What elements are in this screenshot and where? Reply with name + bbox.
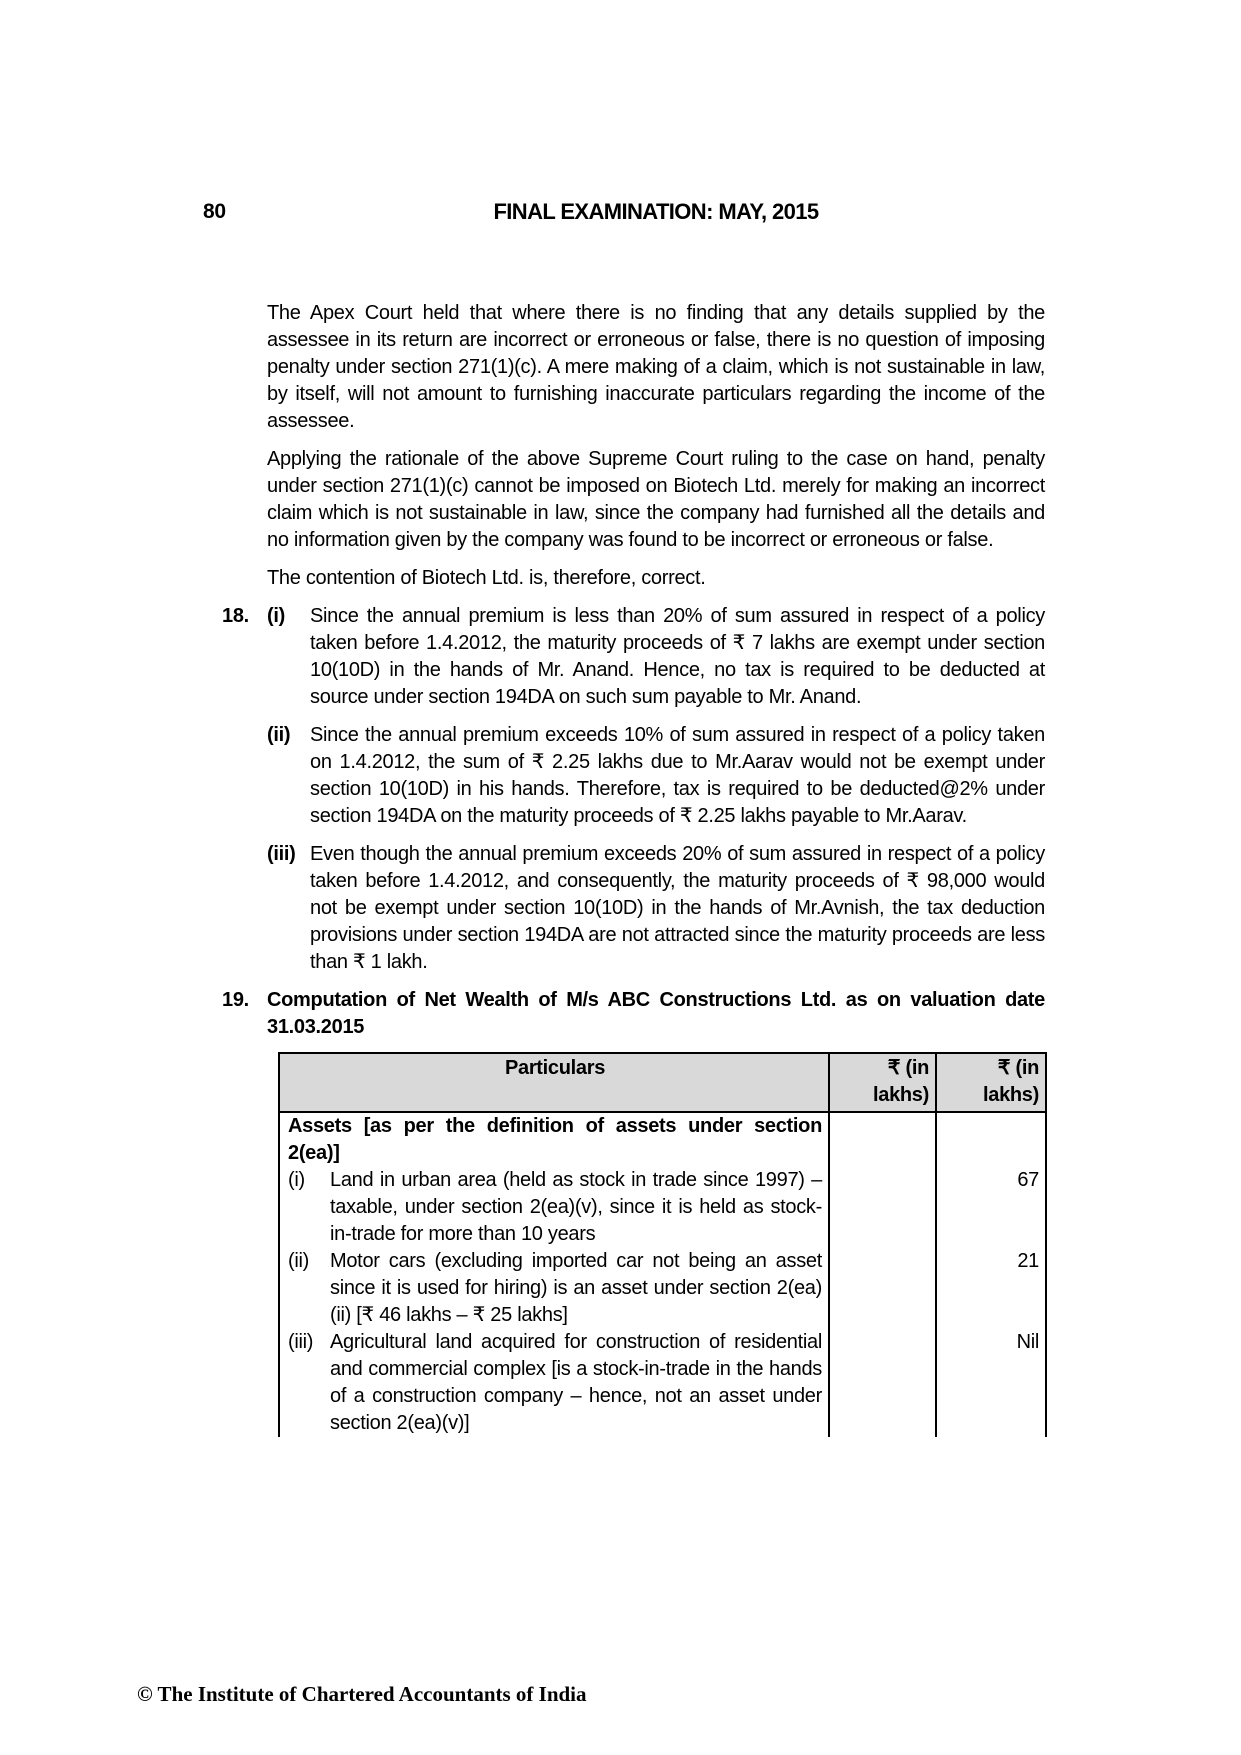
table-row-asset-i bbox=[279, 1167, 1046, 1248]
item-19-heading: Computation of Net Wealth of M/s ABC Constructions Ltd. as on valuation date 31.03.2015 bbox=[267, 989, 1045, 1038]
net-wealth-table bbox=[278, 1052, 1047, 1437]
asset-iii-label: (iii) bbox=[288, 1331, 314, 1353]
subitem-18-i-text: Since the annual premium is less than 20% of sum assured in respect of a policy taken before 1.4.2012, the maturity proceeds of ₹ 7 lakhs are exempt under section 10(10D) in the hands of Mr. Anand. Hence, no tax is required to be deducted at source under section 194DA on such sum payable to Mr. Anand. bbox=[310, 605, 1045, 708]
asset-i-amount-2: 67 bbox=[936, 1167, 1046, 1248]
subitem-18-iii bbox=[267, 841, 1045, 976]
table-row-assets-heading bbox=[279, 1112, 1046, 1167]
asset-iii-text: Agricultural land acquired for construction of residential and commercial complex [is a stock-in-trade in the hands of a construction company – hence, not an asset under section 2(ea)(v)] bbox=[330, 1331, 822, 1434]
assets-heading-amount-1 bbox=[829, 1112, 936, 1167]
asset-ii-text: Motor cars (excluding imported car not being an asset since it is used for hiring) is an asset under section 2(ea)(ii) [₹ 46 lakhs – ₹ 25 lakhs] bbox=[330, 1250, 822, 1326]
table-header-row bbox=[279, 1053, 1046, 1112]
paragraph-apex-court: The Apex Court held that where there is no finding that any details supplied by the assessee in its return are incorrect or erroneous or false, there is no question of imposing penalty under section 271(1)(c). A mere making of a claim, which is not sustainable in law, by itself, will not amount to furnishing inaccurate particulars regarding the income of the assessee. bbox=[267, 302, 1045, 432]
page-number: 80 bbox=[203, 200, 226, 223]
paragraph-applying-rationale: Applying the rationale of the above Supreme Court ruling to the case on hand, penalty under section 271(1)(c) cannot be imposed on Biotech Ltd. merely for making an incorrect claim which is not sustainable in law, since the company had furnished all the details and no information given by the company was found to be incorrect or erroneous or false. bbox=[267, 448, 1045, 551]
page-header bbox=[0, 198, 1241, 225]
subitem-18-iii-text: Even though the annual premium exceeds 20% of sum assured in respect of a policy taken before 1.4.2012, and consequently, the maturity proceeds of ₹ 98,000 would not be exempt under section 10(10D) in the hands of Mr.Avnish, the tax deduction provisions under section 194DA are not attracted since the maturity proceeds are less than ₹ 1 lakh. bbox=[310, 843, 1045, 973]
asset-i-text: Land in urban area (held as stock in trade since 1997) – taxable, under section 2(ea)(v), since it is held as stock-in-trade for more than 10 years bbox=[330, 1169, 822, 1245]
item-18-number: 18. bbox=[222, 605, 249, 627]
item-18-body bbox=[267, 603, 1045, 976]
page-header-title: FINAL EXAMINATION: MAY, 2015 bbox=[493, 199, 819, 224]
item-19-body bbox=[267, 987, 1045, 1041]
asset-iii-amount-1 bbox=[829, 1329, 936, 1437]
item-18 bbox=[222, 603, 1045, 976]
paragraph-contention: The contention of Biotech Ltd. is, therefore, correct. bbox=[267, 567, 706, 589]
asset-ii-label: (ii) bbox=[288, 1250, 310, 1272]
item-19-number: 19. bbox=[222, 989, 249, 1011]
asset-ii-amount-1 bbox=[829, 1248, 936, 1329]
subitem-18-ii-label: (ii) bbox=[267, 724, 291, 746]
table-row-asset-iii bbox=[279, 1329, 1046, 1437]
asset-iii-amount-2: Nil bbox=[936, 1329, 1046, 1437]
assets-heading-text: Assets [as per the definition of assets under section 2(ea)] bbox=[288, 1115, 822, 1164]
subitem-18-i bbox=[267, 603, 1045, 711]
subitem-18-ii bbox=[267, 722, 1045, 830]
table-col-header-particulars: Particulars bbox=[279, 1053, 829, 1112]
subitem-18-ii-text: Since the annual premium exceeds 10% of sum assured in respect of a policy taken on 1.4.2012, the sum of ₹ 2.25 lakhs due to Mr.Aarav would not be exempt under section 10(10D) in his hands. Therefore, tax is required to be deducted@2% under section 194DA on the maturity proceeds of ₹ 2.25 lakhs payable to Mr.Aarav. bbox=[310, 724, 1045, 827]
page-content bbox=[222, 300, 1045, 1437]
subitem-18-i-label: (i) bbox=[267, 605, 285, 627]
table-col-header-amount-2: ₹ (in lakhs) bbox=[936, 1053, 1046, 1112]
asset-i-amount-1 bbox=[829, 1167, 936, 1248]
copyright-footer: © The Institute of Chartered Accountants of India bbox=[137, 1682, 587, 1706]
assets-heading-amount-2 bbox=[936, 1112, 1046, 1167]
subitem-18-iii-label: (iii) bbox=[267, 843, 296, 865]
asset-i-label: (i) bbox=[288, 1169, 305, 1191]
table-row-asset-ii bbox=[279, 1248, 1046, 1329]
table-col-header-amount-1: ₹ (in lakhs) bbox=[829, 1053, 936, 1112]
asset-ii-amount-2: 21 bbox=[936, 1248, 1046, 1329]
item-19 bbox=[222, 987, 1045, 1041]
